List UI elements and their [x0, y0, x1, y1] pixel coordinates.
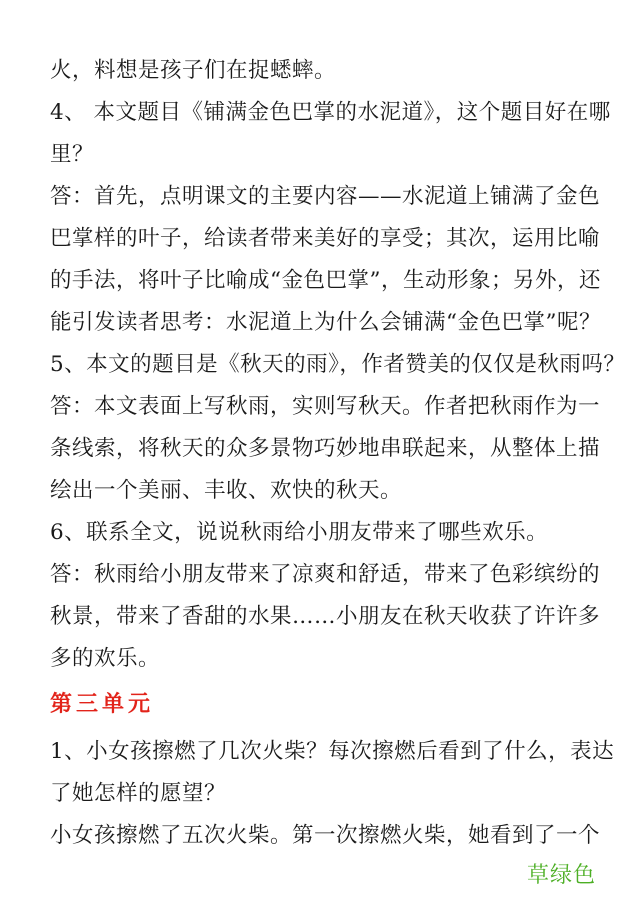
- section-heading: 第三单元: [50, 691, 155, 717]
- text-line: 能引发读者思考：水泥道上为什么会铺满“金色巴掌”呢？: [50, 310, 601, 335]
- text-line: 小女孩擦燃了五次火柴。第一次擦燃火柴，她看到了一个: [50, 823, 601, 848]
- text-line: 绘出一个美丽、丰收、欢快的秋天。: [50, 478, 403, 503]
- text-line: 的手法，将叶子比喻成“金色巴掌”，生动形象；另外，还: [50, 268, 601, 293]
- text-line: 秋景，带来了香甜的水果……小朋友在秋天收获了许许多: [50, 604, 601, 629]
- question-5-line: 5、本文的题目是《秋天的雨》，作者赞美的仅仅是秋雨吗？: [50, 352, 626, 377]
- text-line: 里？: [50, 142, 95, 167]
- text-line: 多的欢乐。: [50, 646, 161, 671]
- watermark-text: 草绿色: [526, 863, 596, 888]
- question-1-line: 1、小女孩擦燃了几次火柴？每次擦燃后看到了什么，表达: [50, 739, 615, 764]
- answer-line: 答：本文表面上写秋雨，实则写秋天。作者把秋雨作为一: [50, 394, 601, 419]
- question-6-line: 6、联系全文，说说秋雨给小朋友带来了哪些欢乐。: [50, 520, 549, 545]
- question-4-line: 4、 本文题目《铺满金色巴掌的水泥道》，这个题目好在哪: [50, 100, 611, 125]
- text-line: 条线索，将秋天的众多景物巧妙地串联起来，从整体上描: [50, 436, 601, 461]
- answer-line: 答：秋雨给小朋友带来了凉爽和舒适，带来了色彩缤纷的: [50, 562, 601, 587]
- text-line: 巴掌样的叶子，给读者带来美好的享受；其次，运用比喻: [50, 226, 601, 251]
- answer-line: 答：首先，点明课文的主要内容——水泥道上铺满了金色: [50, 184, 601, 209]
- text-line: 火，料想是孩子们在捉蟋蟀。: [50, 58, 337, 83]
- text-line: 了她怎样的愿望？: [50, 781, 227, 806]
